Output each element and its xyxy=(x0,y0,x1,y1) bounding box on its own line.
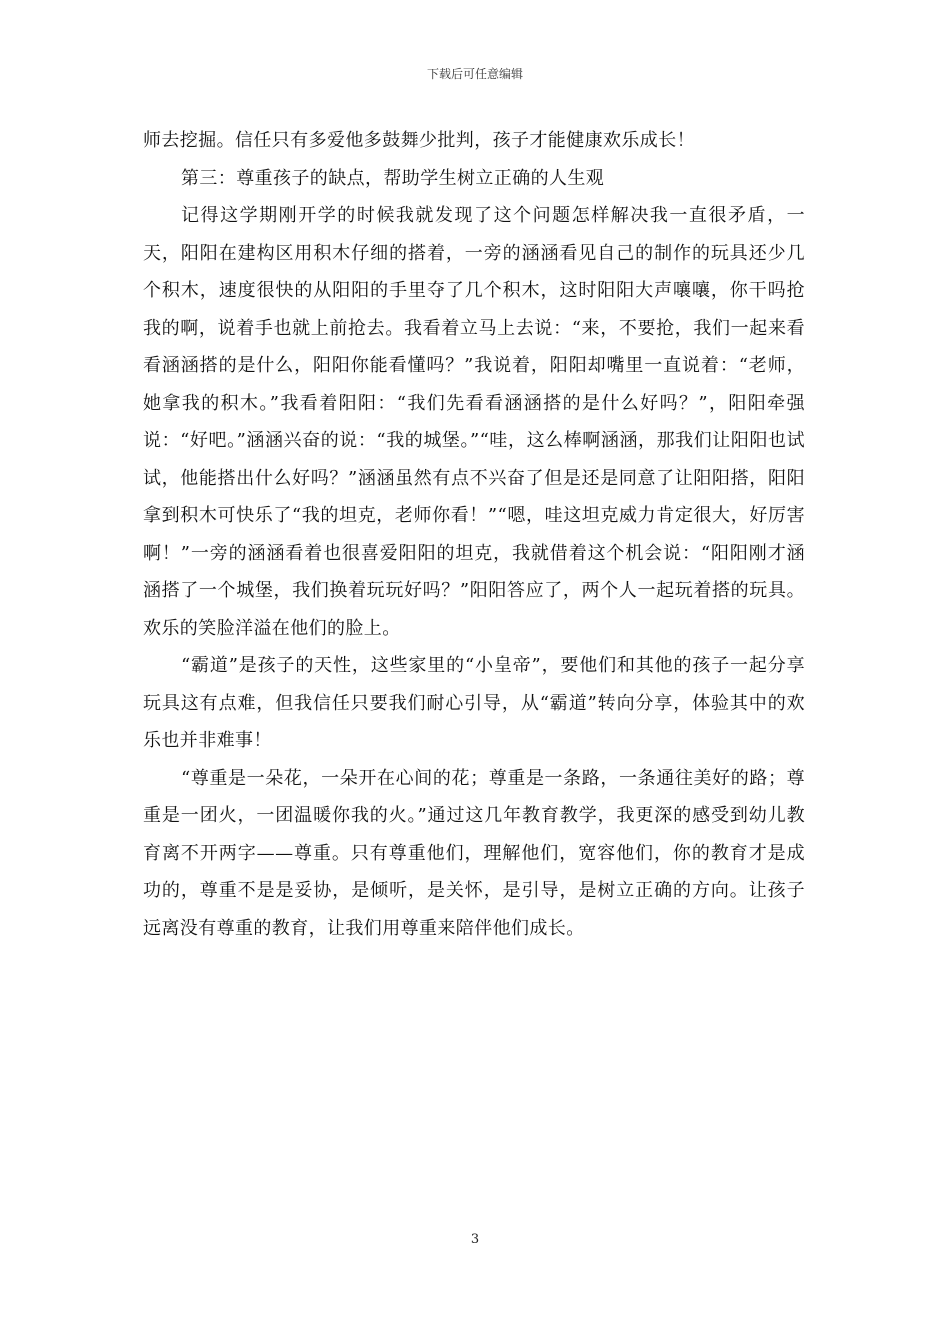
paragraph-conclusion: “尊重是一朵花，一朵开在心间的花；尊重是一条路，一条通往美好的路；尊重是一团火，一团温暖你我的火。”通过这几年教育教学，我更深的感受到幼儿教育离不开两字——尊重。只有尊重他们，理解他们，宽容他们，你的教育才是成功的，尊重不是是妥协，是倾听，是关怀，是引导，是树立正确的方向。让孩子远离没有尊重的教育，让我们用尊重来陪伴他们成长。 xyxy=(143,767,805,939)
document-body xyxy=(143,122,805,947)
section-heading: 第三：尊重孩子的缺点，帮助学生树立正确的人生观 xyxy=(181,167,605,189)
paragraph-reflection: “霸道”是孩子的天性，这些家里的“小皇帝”，要他们和其他的孩子一起分享玩具这有点难，但我信任只要我们耐心引导，从“霸道”转向分享，体验其中的欢乐也并非难事！ xyxy=(143,655,805,751)
paragraph-story: 记得这学期刚开学的时候我就发现了这个问题怎样解决我一直很矛盾，一天，阳阳在建构区用积木仔细的搭着，一旁的涵涵看见自己的制作的玩具还少几个积木，速度很快的从阳阳的手里夺了几个积木，这时阳阳大声嚷嚷，你干吗抢我的啊，说着手也就上前抢去。我看着立马上去说：“来，不要抢，我们一起来看看涵涵搭的是什么，阳阳你能看懂吗？”我说着，阳阳却嘴里一直说着：“老师，她拿我的积木。”我看着阳阳：“我们先看看涵涵搭的是什么好吗？”，阳阳牵强说：“好吧。”涵涵兴奋的说：“我的城堡。”“哇，这么棒啊涵涵，那我们让阳阳也试试，他能搭出什么好吗？”涵涵虽然有点不兴奋了但是还是同意了让阳阳搭，阳阳拿到积木可快乐了“我的坦克，老师你看！”“嗯，哇这坦克威力肯定很大，好厉害啊！”一旁的涵涵看着也很喜爱阳阳的坦克，我就借着这个机会说：“阳阳刚才涵涵搭了一个城堡，我们换着玩玩好吗？”阳阳答应了，两个人一起玩着搭的玩具。欢乐的笑脸洋溢在他们的脸上。 xyxy=(143,205,805,639)
page-number: 3 xyxy=(470,1232,480,1247)
paragraph-continuation: 师去挖掘。信任只有多爱他多鼓舞少批判，孩子才能健康欢乐成长！ xyxy=(143,130,695,151)
page-header: 下载后可任意编辑 xyxy=(426,67,523,81)
